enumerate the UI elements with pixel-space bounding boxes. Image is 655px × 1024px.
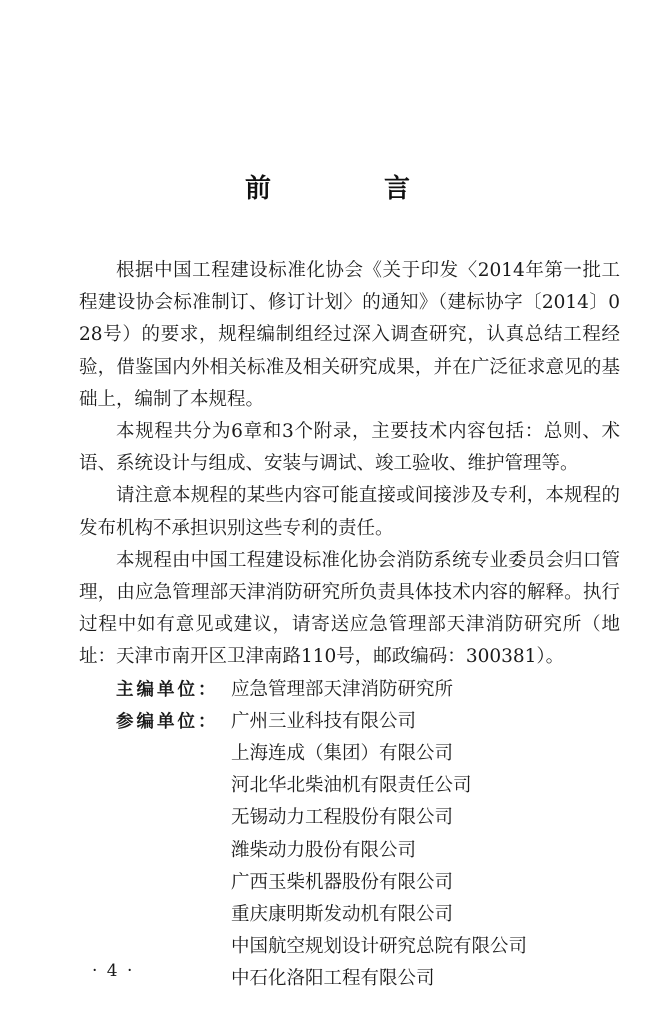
participating-unit-row [79, 835, 620, 867]
participating-unit-name: 中石化洛阳工程有限公司 [231, 968, 435, 990]
participating-unit-name: 广州三业科技有限公司 [231, 710, 417, 732]
participating-unit-name: 潍柴动力股份有限公司 [231, 839, 417, 861]
participating-unit-row [79, 706, 620, 738]
participating-unit-name: 无锡动力工程股份有限公司 [231, 807, 454, 829]
participating-unit-name: 河北华北柴油机有限责任公司 [231, 775, 472, 797]
participating-unit-name: 重庆康明斯发动机有限公司 [231, 903, 454, 925]
page-number: · 4 · [92, 961, 135, 981]
paragraph-background: 根据中国工程建设标准化协会《关于印发〈2014年第一批工程建设协会标准制订、修订计划〉的通知》（建标协字〔2014〕028号）的要求，规程编制组经过深入调查研究，认真总结工程经验，借鉴国内外相关标准及相关研究成果，并在广泛征求意见的基础上，编制了本规程。 [79, 260, 620, 410]
participating-unit-label: 参编单位： [116, 711, 219, 732]
page-title: 前 言 [244, 174, 463, 204]
preface-body [79, 255, 620, 996]
participating-unit-row [79, 802, 620, 834]
participating-unit-name: 中国航空规划设计研究总院有限公司 [231, 936, 528, 958]
chief-unit-label: 主编单位： [116, 679, 219, 700]
paragraph-contents: 本规程共分为6章和3个附录，主要技术内容包括：总则、术语、系统设计与组成、安装与调试、竣工验收、维护管理等。 [79, 421, 620, 475]
participating-unit-row [79, 867, 620, 899]
chief-unit-name: 应急管理部天津消防研究所 [231, 678, 454, 700]
participating-unit-row [79, 770, 620, 802]
participating-unit-name: 上海连成（集团）有限公司 [231, 743, 454, 765]
units-list [79, 674, 620, 996]
participating-unit-row [79, 738, 620, 770]
participating-unit-row [79, 899, 620, 931]
participating-unit-row [79, 963, 620, 995]
paragraph-patent-notice: 请注意本规程的某些内容可能直接或间接涉及专利，本规程的发布机构不承担识别这些专利的责任。 [79, 485, 620, 539]
participating-unit-name: 广西玉柴机器股份有限公司 [231, 871, 454, 893]
paragraph-management: 本规程由中国工程建设标准化协会消防系统专业委员会归口管理，由应急管理部天津消防研究所负责具体技术内容的解释。执行过程中如有意见或建议，请寄送应急管理部天津消防研究所（地址：天津市南开区卫津南路110号，邮政编码：300381）。 [79, 549, 620, 668]
chief-unit-row [79, 674, 620, 706]
participating-unit-row [79, 931, 620, 963]
